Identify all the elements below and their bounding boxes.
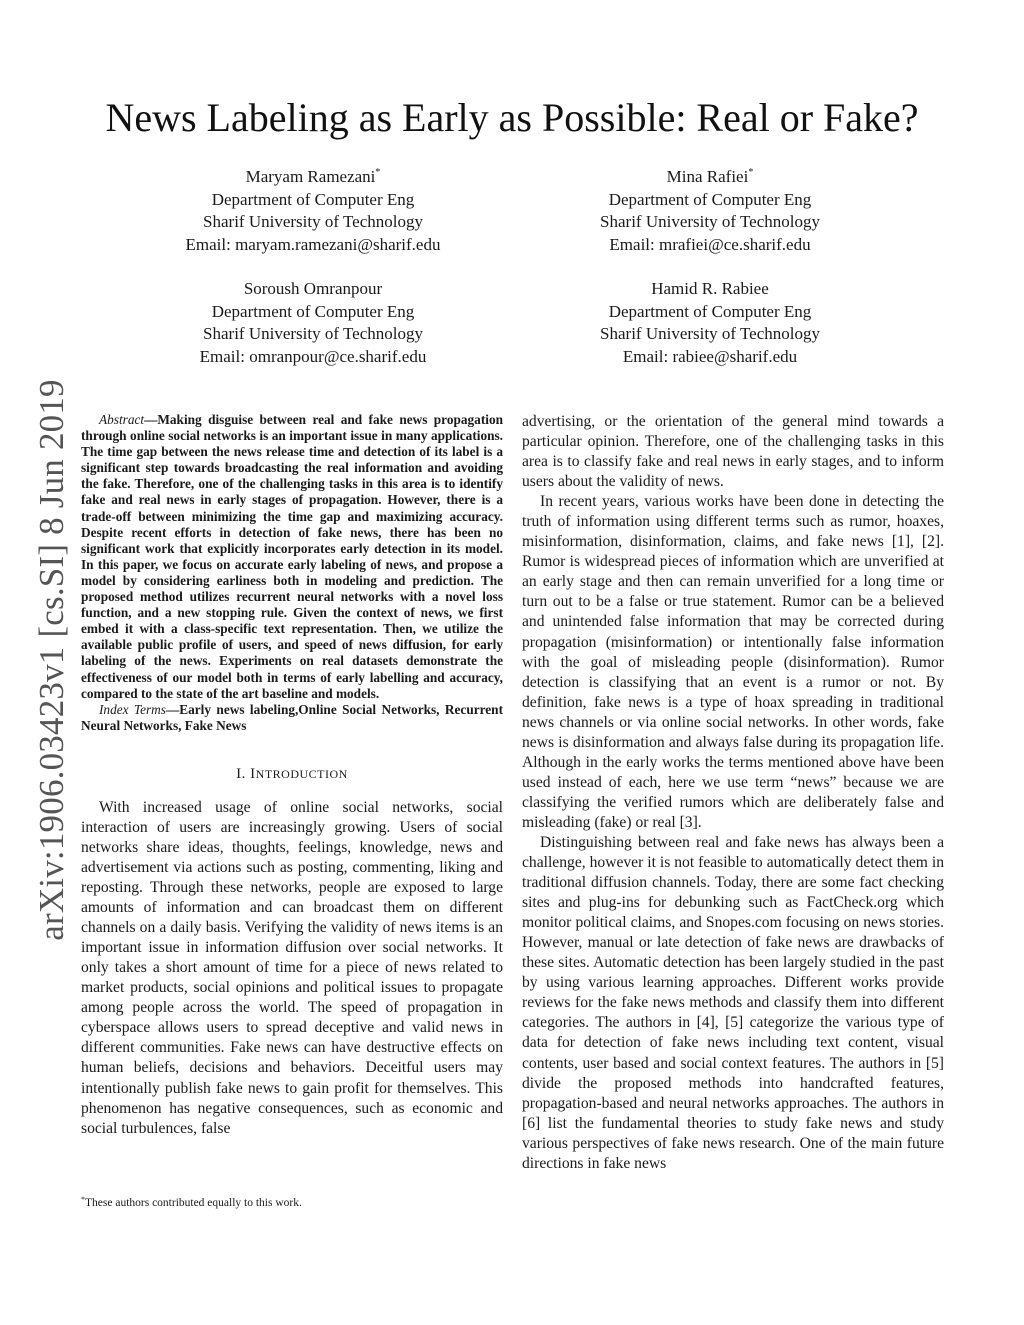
equal-contribution-mark: * — [748, 167, 754, 178]
paper-title: News Labeling as Early as Possible: Real or Fake? — [105, 95, 919, 140]
section-heading-numeral: I. I — [236, 765, 256, 782]
author-department: Department of Computer Eng — [211, 301, 415, 321]
author-department: Department of Computer Eng — [211, 189, 415, 209]
left-column — [81, 412, 503, 1139]
author-block — [500, 278, 920, 368]
equal-contribution-mark: * — [375, 167, 381, 178]
intro-paragraph-continued: advertising, or the orientation of the general mind towards a particular opinion. Therefore, one of the challenging tasks in this area is to classify fake and real news in early stages, and to inform users about the validity of news. — [522, 413, 944, 491]
author-name: Mina Rafiei — [666, 167, 749, 186]
section-heading-rest: NTRODUCTION — [255, 766, 348, 781]
abstract-label: Abstract — [99, 412, 145, 427]
author-university: Sharif University of Technology — [600, 212, 820, 231]
author-department: Department of Computer Eng — [608, 189, 812, 209]
index-terms — [81, 702, 503, 734]
author-university: Sharif University of Technology — [203, 324, 423, 343]
author-university: Sharif University of Technology — [600, 324, 820, 343]
author-email: Email: rabiee@sharif.edu — [622, 346, 798, 366]
abstract-text: —Making disguise between real and fake news propagation through online social networks is an important issue in many applications. The time gap between the news release time and detection of its label is a significant step towards broadcasting the real information and avoiding the fake. Therefore, one of the challenging tasks in this area is to identify fake and real news in early stages of propagation. However, there is a trade-off between minimizing the time gap and maximizing accuracy. Despite recent efforts in detection of fake news, there has been no significant work that explicitly incorporates early detection in its model. In this paper, we focus on accurate early labeling of news, and propose a model by considering earliness both in modeling and prediction. The proposed method utilizes recurrent neural networks with a novel loss function, and a new stopping rule. Given the context of news, we first embed it with a class-specific text representation. Then, we utilize the available public profile of users, and speed of news diffusion, for early labeling of the news. Experiments on real datasets demonstrate the effectiveness of our model both in terms of early labelling and accuracy, compared to the state of the art baseline and models. — [81, 412, 503, 701]
author-block — [103, 278, 523, 368]
footnote-mark: * — [81, 1195, 85, 1204]
author-email: Email: omranpour@ce.sharif.edu — [199, 346, 427, 366]
author-name: Hamid R. Rabiee — [651, 279, 769, 298]
footnote — [81, 1196, 503, 1210]
footnote-text: These authors contributed equally to this work. — [85, 1197, 302, 1209]
author-name: Soroush Omranpour — [243, 279, 383, 298]
author-block — [103, 166, 523, 256]
section-heading-introduction — [81, 764, 503, 784]
author-email: Email: mrafiei@ce.sharif.edu — [609, 234, 811, 254]
author-university: Sharif University of Technology — [203, 212, 423, 231]
intro-paragraph: In recent years, various works have been done in detecting the truth of information using different terms such as rumor, hoaxes, misinformation, disinformation, claims, and fake news [1], [2]. Rumor is widespread pieces of information which are unverified at an early stage and then can remain unverified for a long time or turn out to be a false or true statement. Rumor can be a believed and unintended false information that may be corrected during propagation (misinformation) or intentionally false information with the goal of misleading people (disinformation). Rumor detection is classifying that an event is a rumor or not. By definition, fake news is a type of hoax spreading in traditional news channels or via online social networks. In other words, fake news is disinformation and always false during its propagation life. Although in the early works the terms mentioned above have been used instead of each, here we use term “news” because we are classifying the verified rumors which are deliberately false and misleading (fake) or real [3]. — [522, 493, 944, 831]
right-column — [522, 412, 944, 1174]
index-terms-text: —Early news labeling,Online Social Networks, Recurrent Neural Networks, Fake News — [81, 701, 503, 733]
author-block — [500, 166, 920, 256]
arxiv-identifier-text: arXiv:1906.03423v1 [cs.SI] 8 Jun 2019 — [32, 379, 71, 941]
author-email: Email: maryam.ramezani@sharif.edu — [185, 234, 441, 254]
author-department: Department of Computer Eng — [608, 301, 812, 321]
author-name: Maryam Ramezani — [245, 167, 376, 186]
index-terms-label: Index Terms — [99, 701, 166, 717]
intro-paragraph: With increased usage of online social networks, social interaction of users are increasingly growing. Users of social networks share ideas, thoughts, feelings, knowledge, news and advertisement via actions such as posting, commenting, liking and reposting. Through these networks, people are exposed to large amounts of information and can broadcast them on different channels on a daily basis. Verifying the validity of news items is an important issue in information diffusion over social networks. It only takes a short amount of time for a piece of news related to market products, social opinions and political issues to propagate among people across the world. The speed of propagation in cyberspace allows users to spread deceptive and valid news in different communities. Fake news can have destructive effects on human beliefs, decisions and behaviors. Deceitful users may intentionally publish fake news to gain profit for themselves. This phenomenon has negative consequences, such as economic and social turbulences, false — [81, 798, 503, 1137]
abstract — [81, 412, 503, 702]
intro-paragraph: Distinguishing between real and fake news has always been a challenge, however it is not feasible to automatically detect them in traditional diffusion channels. Today, there are some fact checking sites and plug-ins for debunking such as FactCheck.org which monitor political claims, and Snopes.com focusing on news stories. However, manual or late detection of fake news are drawbacks of these sites. Automatic detection has been largely studied in the past by using various learning approaches. Different works provide reviews for the fake news methods and classify them into different categories. The authors in [4], [5] categorize the various type of data for detection of fake news including text content, visual contents, user based and social context features. The authors in [5] divide the proposed methods into handcrafted features, propagation-based and neural networks approaches. The authors in [6] list the fundamental theories to study fake news and study various perspectives of fake news research. One of the main future directions in fake news — [522, 833, 944, 1172]
